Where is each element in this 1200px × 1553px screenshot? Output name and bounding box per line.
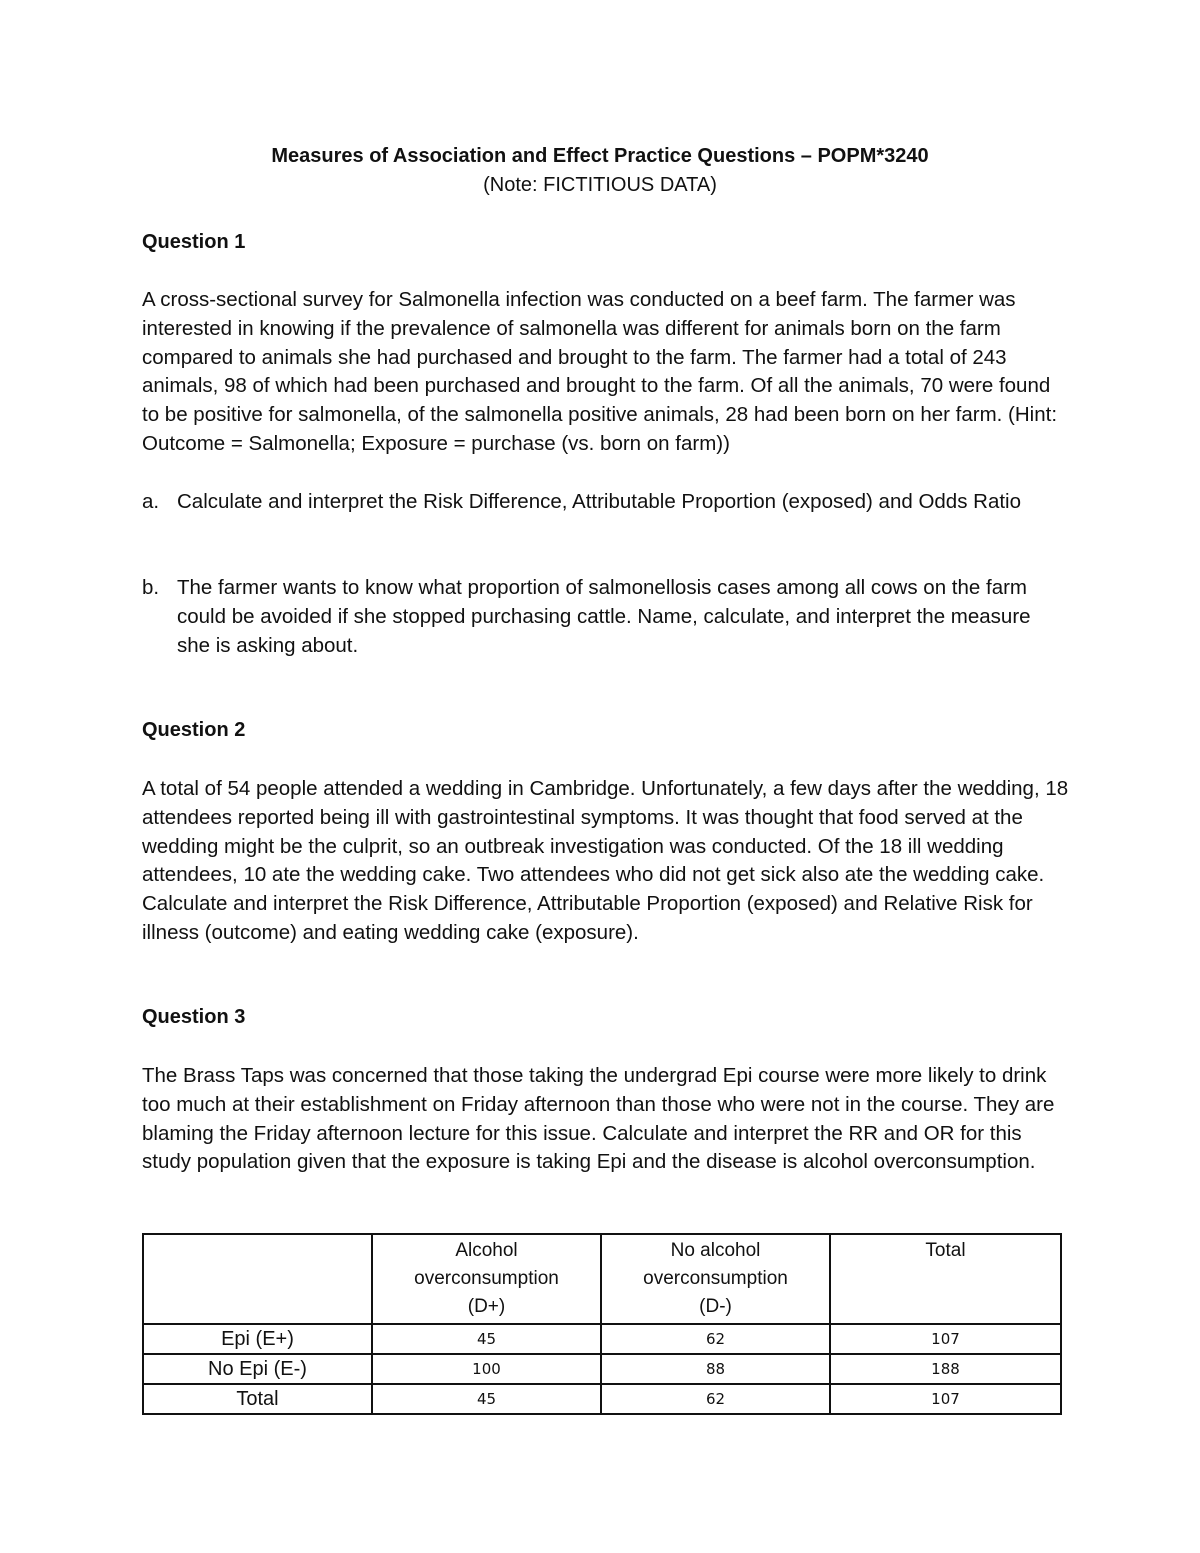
cell-total: 188 xyxy=(830,1354,1061,1384)
question-3-body: The Brass Taps was concerned that those taking the undergrad Epi course were more likely to drink too much at their establishment on Friday afternoon than those who were not in the course. They are blaming the Friday afternoon lecture for this issue. Calculate and interpret the RR and OR for this study population given that the exposure is taking Epi and the disease is alcohol overconsumption. xyxy=(142,1064,1055,1174)
question-1-body: A cross-sectional survey for Salmonella infection was conducted on a beef farm. The farmer was interested in knowing if the prevalence of salmonella was different for animals born on the farm compared to animals she had purchased and brought to the farm. The farmer had a total of 243 animals, 98 of which had been purchased and brought to the farm. Of all the animals, 70 were found to be positive for salmonella, of the salmonella positive animals, 28 had been born on her farm. (Hint: Outcome = Salmonella; Exposure = purchase (vs. born on farm)) xyxy=(142,288,1058,455)
cell-total: 107 xyxy=(830,1384,1061,1414)
question-1b-marker: b. xyxy=(142,576,160,599)
row-label: Total xyxy=(143,1384,372,1414)
question-1b-text: The farmer wants to know what proportion of salmonellosis cases among all cows on the farm could be avoided if she stopped purchasing cattle. Name, calculate, and interpret the measure she is asking about. xyxy=(177,576,1031,657)
table-header-empty xyxy=(143,1234,372,1324)
header-dpos-line3: (D+) xyxy=(467,1296,506,1317)
row-label: Epi (E+) xyxy=(143,1324,372,1354)
header-dneg-line2: overconsumption xyxy=(643,1268,788,1289)
cell-d-neg: 62 xyxy=(601,1324,830,1354)
cell-d-pos: 45 xyxy=(372,1324,601,1354)
document-title: Measures of Association and Effect Practice Questions – POPM*3240 xyxy=(271,145,929,167)
table-header-row xyxy=(143,1234,1061,1324)
row-label: No Epi (E-) xyxy=(143,1354,372,1384)
table-row xyxy=(143,1324,1061,1354)
cell-d-neg: 62 xyxy=(601,1384,830,1414)
cell-d-pos: 100 xyxy=(372,1354,601,1384)
cell-d-pos: 45 xyxy=(372,1384,601,1414)
header-dneg-line1: No alcohol xyxy=(670,1240,761,1261)
table-row xyxy=(143,1384,1061,1414)
cell-d-neg: 88 xyxy=(601,1354,830,1384)
question-2-heading: Question 2 xyxy=(142,719,246,741)
question-2-body: A total of 54 people attended a wedding in Cambridge. Unfortunately, a few days after the wedding, 18 attendees reported being ill with gastrointestinal symptoms. It was thought that food served at the wedding might be the culprit, so an outbreak investigation was conducted. Of the 18 ill wedding attendees, 10 ate the wedding cake. Two attendees who did not get sick also ate the wedding cake. Calculate and interpret the Risk Difference, Attributable Proportion (exposed) and Relative Risk for illness (outcome) and eating wedding cake (exposure). xyxy=(142,777,1069,944)
contingency-table xyxy=(142,1233,1062,1415)
question-1a-text: Calculate and interpret the Risk Difference, Attributable Proportion (exposed) and Odds Ratio xyxy=(177,490,1022,513)
question-1-heading: Question 1 xyxy=(142,231,246,253)
question-3-heading: Question 3 xyxy=(142,1006,246,1028)
question-1a-marker: a. xyxy=(142,490,160,513)
table-header-disease-negative xyxy=(601,1234,830,1324)
table-header-disease-positive xyxy=(372,1234,601,1324)
document-subtitle: (Note: FICTITIOUS DATA) xyxy=(483,174,717,196)
header-dneg-line3: (D-) xyxy=(699,1296,732,1317)
table-row xyxy=(143,1354,1061,1384)
header-dpos-line1: Alcohol xyxy=(455,1240,518,1261)
cell-total: 107 xyxy=(830,1324,1061,1354)
table-header-total: Total xyxy=(830,1234,1061,1324)
header-dpos-line2: overconsumption xyxy=(414,1268,559,1289)
